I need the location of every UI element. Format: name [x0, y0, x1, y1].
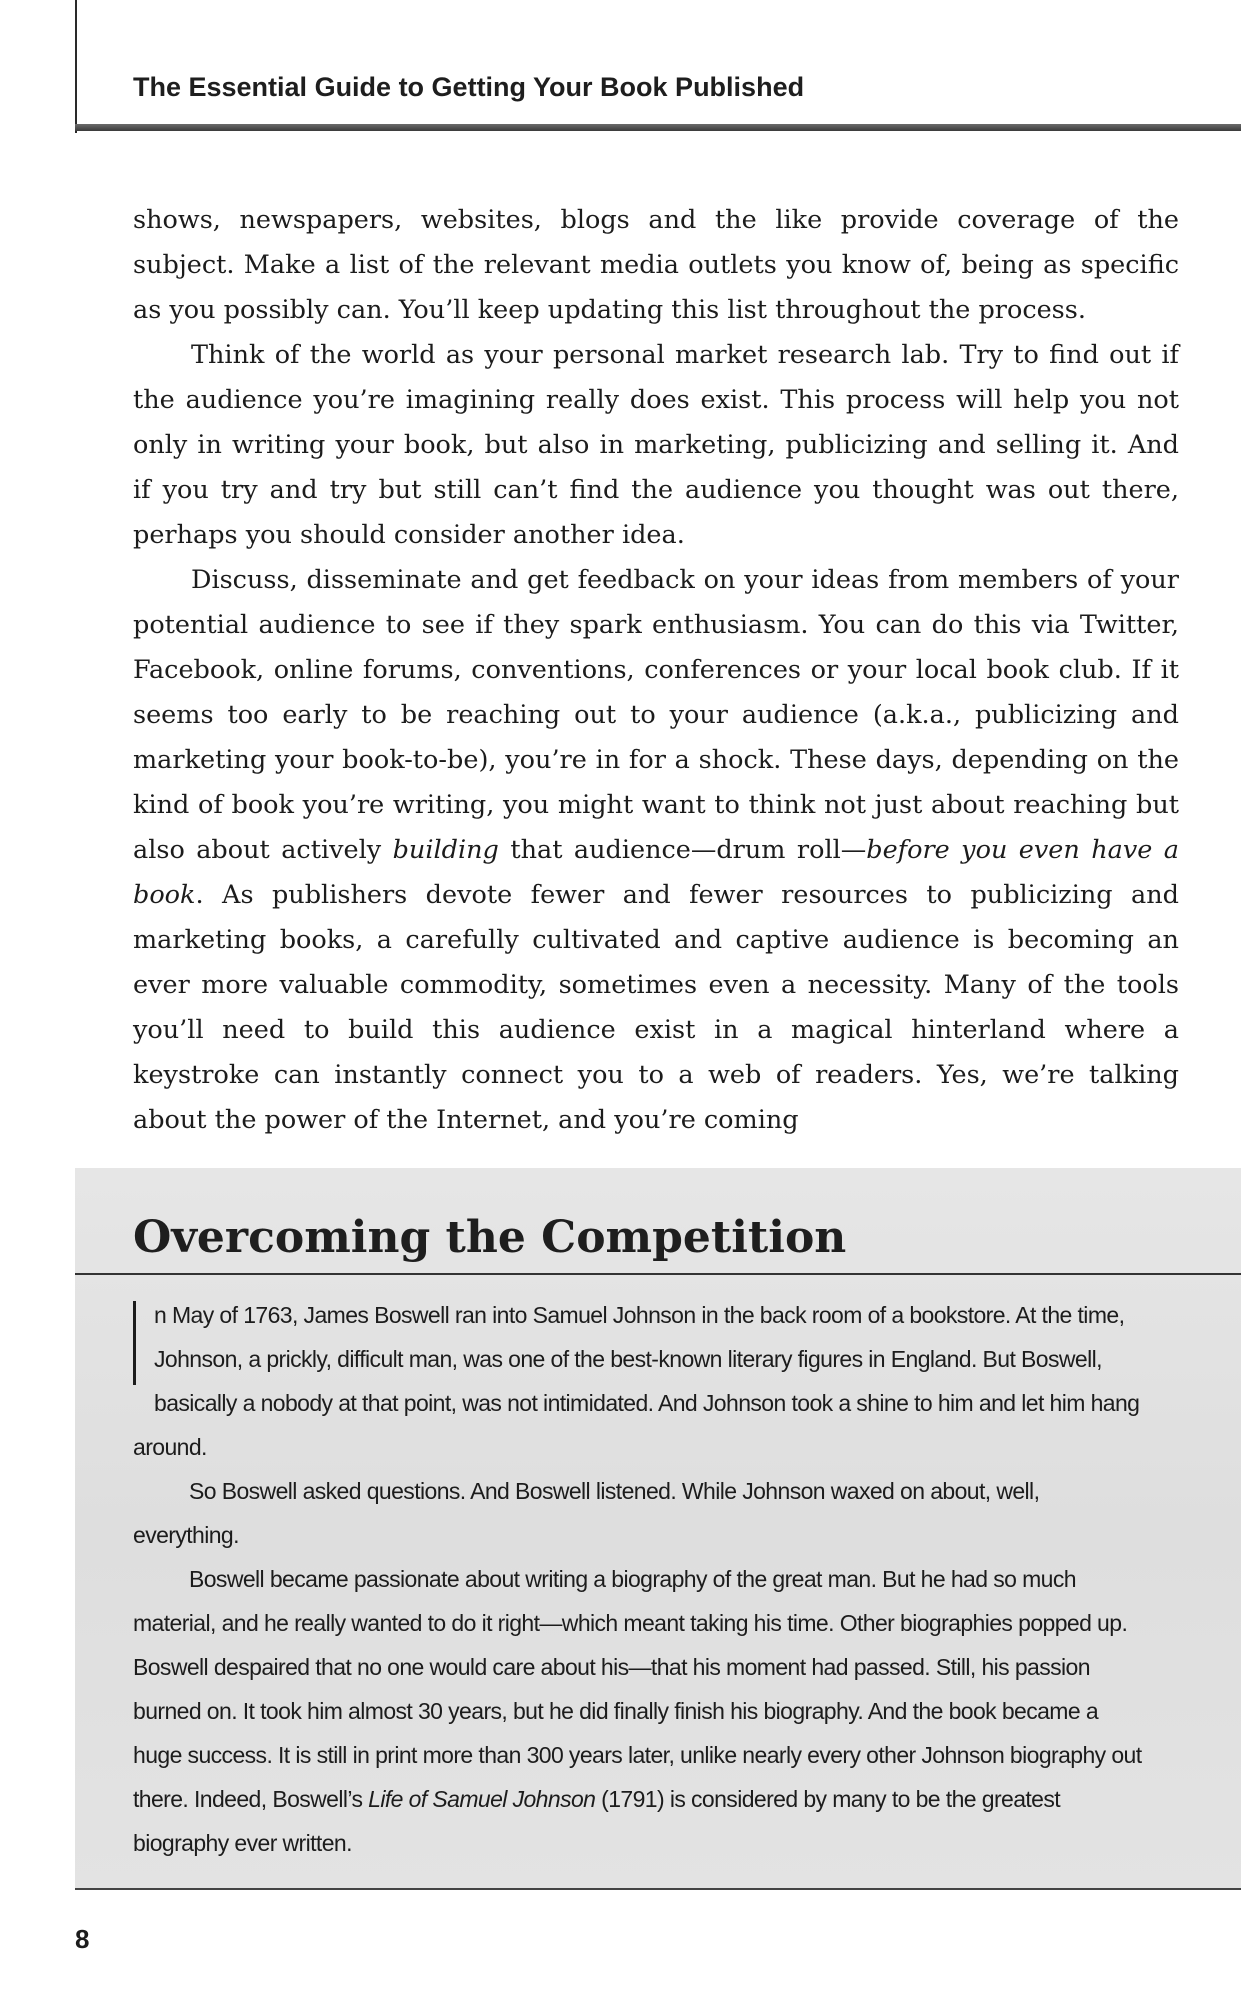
- sidebar-bottom-rule: [75, 1888, 1241, 1890]
- running-header: The Essential Guide to Getting Your Book Published: [133, 72, 805, 102]
- emphasis-building: building: [392, 835, 499, 865]
- sidebar-paragraph-1-text: n May of 1763, James Boswell ran into Samuel Johnson in the back room of a bookstore. At the time, Johnson, a prickly, difficult man, was one of the best-known literary figures in England. But Boswell, basically a nobody at that point, was not intimidated. And Johnson took a shine to him and let him hang around.: [133, 1302, 1140, 1460]
- book-title-emphasis: Life of Samuel Johnson: [368, 1786, 596, 1812]
- body-paragraph-2: Think of the world as your personal market research lab. Try to find out if the audience you’re imagining really does exist. This process will help you not only in writing your book, but also in marketing, publicizing and selling it. And if you try and try but still can’t find the audience you thought was out there, perhaps you should consider another idea.: [133, 340, 1179, 550]
- body-paragraph-3-part-a: Discuss, disseminate and get feedback on your ideas from members of your potential audience to see if they spark enthusiasm. You can do this via Twitter, Facebook, online forums, conventions, conferences or your local book club. If it seems too early to be reaching out to your audience (a.k.a., publicizing and marketing your book-to-be), you’re in for a shock. These days, depending on the kind of book you’re writing, you might want to think not just about reaching but also about actively: [133, 565, 1179, 865]
- sidebar-paragraph-1: [133, 1293, 1143, 1469]
- emphasis-before-book: before you even have a book: [133, 835, 1179, 910]
- sidebar-paragraph-2: So Boswell asked questions. And Boswell listened. While Johnson waxed on about, well, everything.: [133, 1478, 1040, 1548]
- sidebar-paragraph-3-part-b: (1791) is considered by many to be the greatest biography ever written.: [133, 1786, 1061, 1856]
- header-rule: [75, 124, 1241, 131]
- sidebar-top-rule: [75, 1273, 1241, 1275]
- page-number: 8: [75, 1924, 90, 1954]
- sidebar-text: [133, 1293, 1143, 1865]
- body-text: [133, 198, 1179, 1143]
- body-paragraph-3: [133, 558, 1179, 1143]
- body-paragraph-3-part-b: that audience—drum roll—: [498, 835, 867, 865]
- sidebar-paragraph-3-part-a: Boswell became passionate about writing a biography of the great man. But he had so much material, and he really wanted to do it right—which meant taking his time. Other biographies popped up. Boswell despaired that no one would care about his—that his moment had passed. Still, his passion burned on. It took him almost 30 years, but he did finally finish his biography. And the book became a huge success. It is still in print more than 300 years later, unlike nearly every other Johnson biography out there. Indeed, Boswell’s: [133, 1566, 1142, 1812]
- sidebar-paragraph-3: [133, 1557, 1143, 1865]
- body-paragraph-1: shows, newspapers, websites, blogs and the like provide coverage of the subject. Make a list of the relevant media outlets you know of, being as specific as you possibly can. You’ll keep updating this list throughout the process.: [133, 205, 1179, 325]
- body-paragraph-3-part-c: . As publishers devote fewer and fewer resources to publicizing and marketing books, a carefully cultivated and captive audience is becoming an ever more valuable commodity, sometimes even a necessity. Many of the tools you’ll need to build this audience exist in a magical hinterland where a keystroke can instantly connect you to a web of readers. Yes, we’re talking about the power of the Internet, and you’re coming: [133, 880, 1179, 1135]
- header-left-rule: [75, 0, 77, 133]
- drop-cap: [133, 1301, 142, 1385]
- sidebar-title: Overcoming the Competition: [133, 1212, 847, 1263]
